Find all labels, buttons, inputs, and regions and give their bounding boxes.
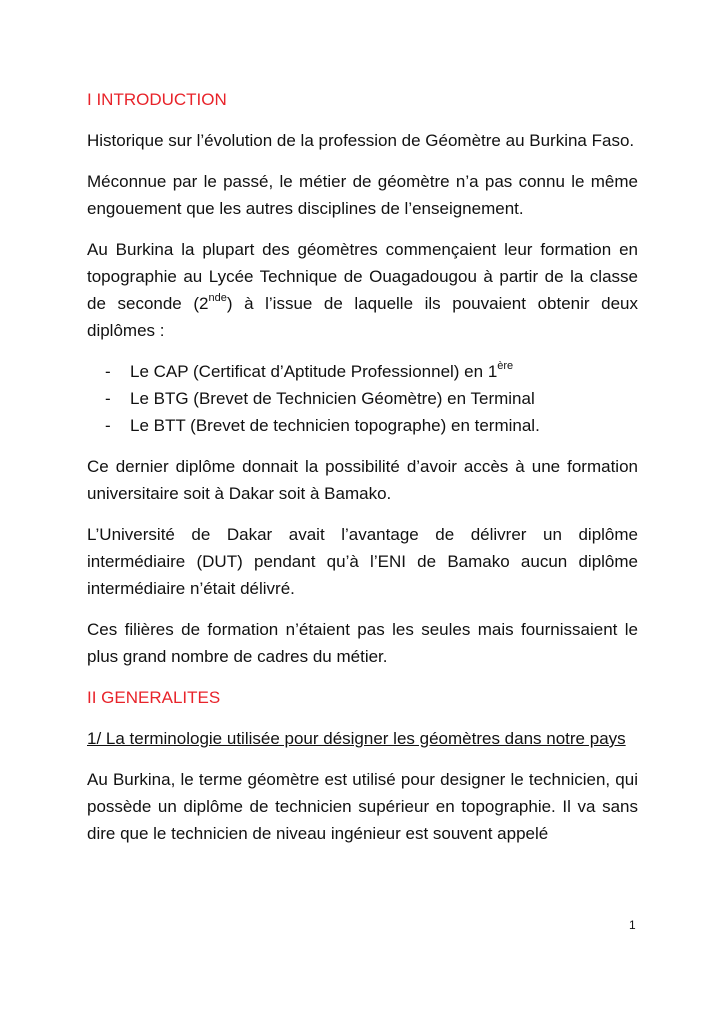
paragraph-filieres: Ces filières de formation n’étaient pas les seules mais fournissaient le plus grand nombre de cadres du métier. bbox=[87, 620, 638, 666]
paragraph-historique: Historique sur l’évolution de la profession de Géomètre au Burkina Faso. bbox=[87, 131, 635, 150]
page-number: 1 bbox=[629, 918, 636, 932]
subheading-terminologie bbox=[87, 725, 638, 752]
list-dash: - bbox=[105, 416, 111, 435]
list-item-text: Le CAP (Certificat d’Aptitude Professionnel) en 1 bbox=[130, 362, 498, 381]
list-item bbox=[87, 385, 638, 412]
subheading-text: 1/ La terminologie utilisée pour désigner les géomètres dans notre pays bbox=[87, 729, 626, 748]
diploma-list bbox=[87, 358, 638, 439]
section-heading-generalites: II GENERALITES bbox=[87, 688, 221, 707]
list-item-text: Le BTG (Brevet de Technicien Géomètre) en Terminal bbox=[130, 389, 535, 408]
list-item bbox=[87, 412, 638, 439]
paragraph-terme-geometre: Au Burkina, le terme géomètre est utilisé pour designer le technicien, qui possède un diplôme de technicien supérieur en topographie. Il va sans dire que le technicien de niveau ingénieur est souvent appelé bbox=[87, 770, 638, 843]
paragraph-dernier-diplome: Ce dernier diplôme donnait la possibilité d’avoir accès à une formation universitaire soit à Dakar soit à Bamako. bbox=[87, 457, 638, 503]
paragraph-text: ) à l’issue de laquelle ils pouvaient obtenir deux diplômes : bbox=[87, 294, 638, 340]
superscript: nde bbox=[208, 292, 227, 305]
superscript: ère bbox=[497, 360, 514, 373]
paragraph-text: Au Burkina la plupart des géomètres commençaient leur formation en topographie au Lycée Technique de Ouagadougou à partir de la classe de seconde (2 bbox=[87, 240, 638, 313]
paragraph-universite-dakar: L’Université de Dakar avait l’avantage de délivrer un diplôme intermédiaire (DUT) pendant qu’à l’ENI de Bamako aucun diplôme intermédiaire n’était délivré. bbox=[87, 525, 638, 598]
list-item bbox=[87, 358, 638, 385]
list-dash: - bbox=[105, 362, 111, 381]
paragraph-burkina-formation bbox=[87, 236, 638, 344]
paragraph-meconnue: Méconnue par le passé, le métier de géomètre n’a pas connu le même engouement que les autres disciplines de l’enseignement. bbox=[87, 172, 638, 218]
document-page bbox=[87, 86, 638, 861]
list-item-text: Le BTT (Brevet de technicien topographe) en terminal. bbox=[130, 416, 540, 435]
list-dash: - bbox=[105, 389, 111, 408]
section-heading-introduction: I INTRODUCTION bbox=[87, 90, 227, 109]
